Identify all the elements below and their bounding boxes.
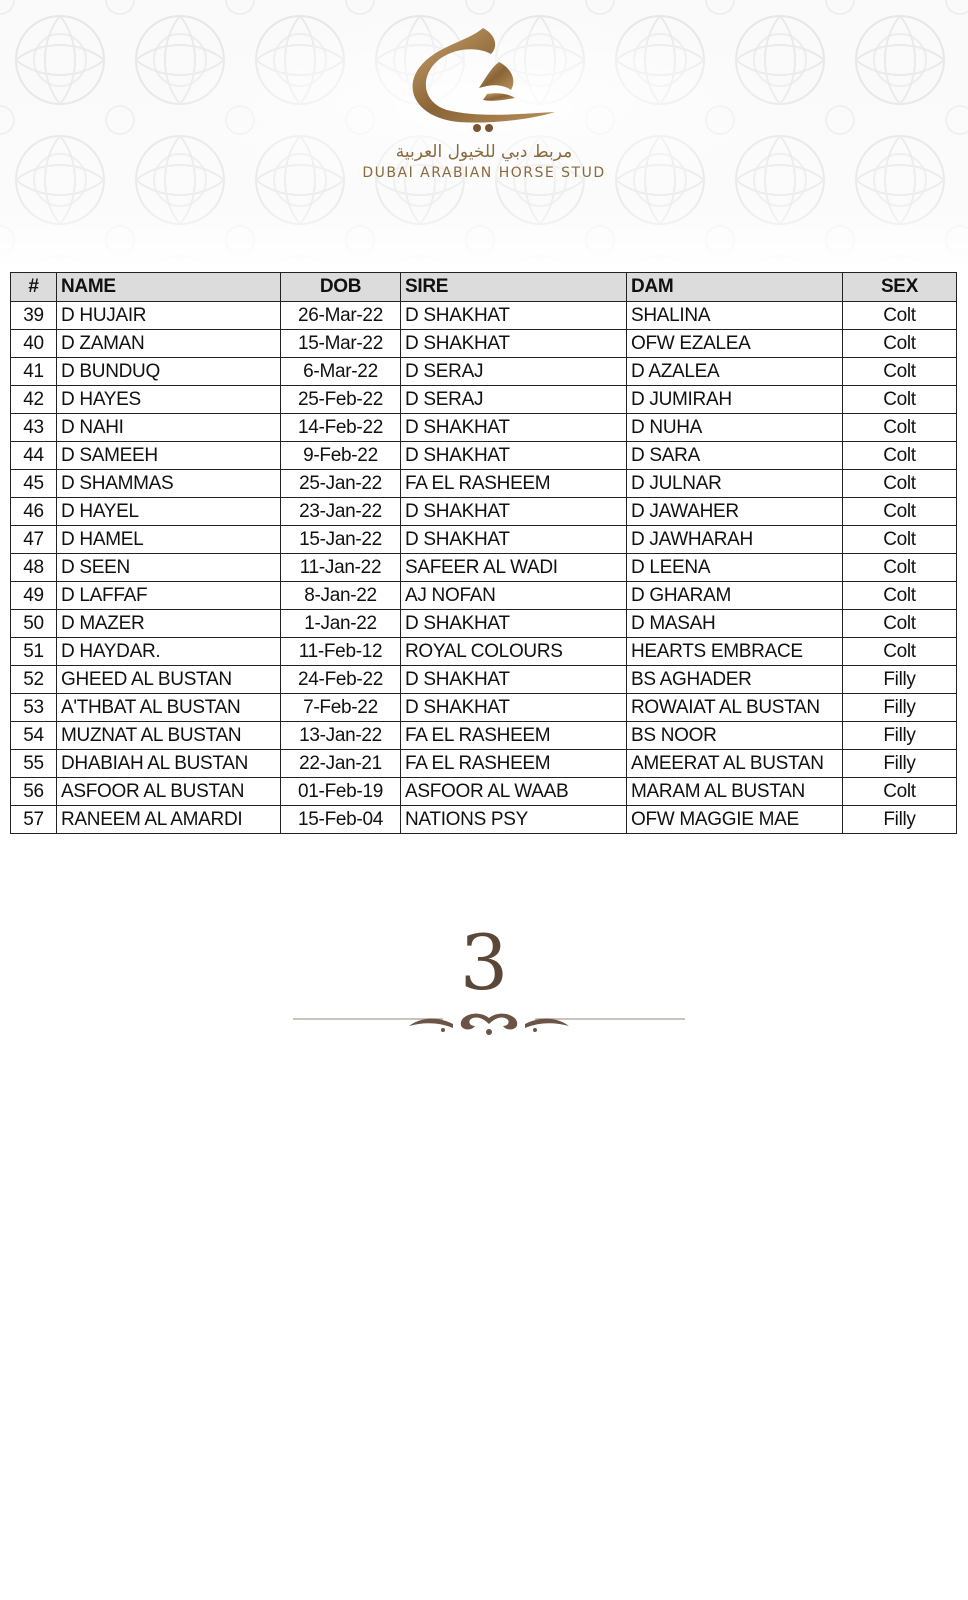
table-body xyxy=(11,302,957,834)
table-row xyxy=(11,722,957,750)
cell-sex: Colt xyxy=(843,470,957,498)
cell-sire-name: ROYAL COLOURS xyxy=(401,638,627,666)
cell-row-number: 51 xyxy=(11,638,57,666)
cell-horse-name: D HAYEL xyxy=(57,498,281,526)
cell-dam-name: SHALINA xyxy=(627,302,843,330)
cell-horse-name: D LAFFAF xyxy=(57,582,281,610)
cell-date-of-birth: 6-Mar-22 xyxy=(281,358,401,386)
cell-row-number: 45 xyxy=(11,470,57,498)
cell-dam-name: D JUMIRAH xyxy=(627,386,843,414)
cell-dam-name: BS NOOR xyxy=(627,722,843,750)
cell-sire-name: D SHAKHAT xyxy=(401,666,627,694)
cell-row-number: 54 xyxy=(11,722,57,750)
cell-sex: Filly xyxy=(843,806,957,834)
cell-sire-name: D SHAKHAT xyxy=(401,694,627,722)
cell-sire-name: D SHAKHAT xyxy=(401,610,627,638)
cell-dam-name: D JAWAHER xyxy=(627,498,843,526)
table-row xyxy=(11,694,957,722)
cell-dam-name: D JAWHARAH xyxy=(627,526,843,554)
cell-sex: Colt xyxy=(843,386,957,414)
cell-sire-name: D SHAKHAT xyxy=(401,442,627,470)
table-row xyxy=(11,778,957,806)
cell-dam-name: D NUHA xyxy=(627,414,843,442)
cell-horse-name: D SEEN xyxy=(57,554,281,582)
cell-date-of-birth: 01-Feb-19 xyxy=(281,778,401,806)
cell-dam-name: D AZALEA xyxy=(627,358,843,386)
column-header-name: NAME xyxy=(57,273,281,302)
cell-date-of-birth: 7-Feb-22 xyxy=(281,694,401,722)
cell-row-number: 40 xyxy=(11,330,57,358)
cell-date-of-birth: 25-Jan-22 xyxy=(281,470,401,498)
cell-dam-name: HEARTS EMBRACE xyxy=(627,638,843,666)
cell-date-of-birth: 15-Jan-22 xyxy=(281,526,401,554)
cell-sex: Colt xyxy=(843,414,957,442)
table-row xyxy=(11,582,957,610)
cell-dam-name: OFW EZALEA xyxy=(627,330,843,358)
cell-dam-name: D SARA xyxy=(627,442,843,470)
cell-dam-name: D MASAH xyxy=(627,610,843,638)
cell-sire-name: FA EL RASHEEM xyxy=(401,750,627,778)
cell-date-of-birth: 9-Feb-22 xyxy=(281,442,401,470)
table-row xyxy=(11,638,957,666)
table-row xyxy=(11,414,957,442)
cell-sire-name: D SHAKHAT xyxy=(401,302,627,330)
cell-sire-name: ASFOOR AL WAAB xyxy=(401,778,627,806)
cell-dam-name: D GHARAM xyxy=(627,582,843,610)
cell-sex: Colt xyxy=(843,778,957,806)
cell-date-of-birth: 24-Feb-22 xyxy=(281,666,401,694)
cell-date-of-birth: 1-Jan-22 xyxy=(281,610,401,638)
horse-calligraphy-icon xyxy=(399,24,569,136)
cell-sex: Colt xyxy=(843,302,957,330)
cell-horse-name: D SAMEEH xyxy=(57,442,281,470)
cell-row-number: 44 xyxy=(11,442,57,470)
cell-row-number: 52 xyxy=(11,666,57,694)
cell-horse-name: A'THBAT AL BUSTAN xyxy=(57,694,281,722)
table-row xyxy=(11,358,957,386)
cell-horse-name: ASFOOR AL BUSTAN xyxy=(57,778,281,806)
table-row xyxy=(11,442,957,470)
cell-sex: Colt xyxy=(843,442,957,470)
cell-horse-name: D NAHI xyxy=(57,414,281,442)
cell-dam-name: OFW MAGGIE MAE xyxy=(627,806,843,834)
cell-row-number: 55 xyxy=(11,750,57,778)
cell-sex: Colt xyxy=(843,526,957,554)
cell-sex: Colt xyxy=(843,554,957,582)
cell-horse-name: MUZNAT AL BUSTAN xyxy=(57,722,281,750)
cell-date-of-birth: 11-Jan-22 xyxy=(281,554,401,582)
cell-sire-name: D SHAKHAT xyxy=(401,414,627,442)
table-row xyxy=(11,470,957,498)
horse-table-container xyxy=(10,272,956,834)
table-row xyxy=(11,610,957,638)
cell-row-number: 57 xyxy=(11,806,57,834)
cell-sex: Colt xyxy=(843,638,957,666)
cell-row-number: 41 xyxy=(11,358,57,386)
cell-dam-name: AMEERAT AL BUSTAN xyxy=(627,750,843,778)
column-header-number: # xyxy=(11,273,57,302)
table-row xyxy=(11,498,957,526)
cell-date-of-birth: 14-Feb-22 xyxy=(281,414,401,442)
brand-logo xyxy=(0,24,968,199)
cell-dam-name: ROWAIAT AL BUSTAN xyxy=(627,694,843,722)
table-row xyxy=(11,554,957,582)
ornamental-divider xyxy=(293,1012,685,1042)
table-row xyxy=(11,302,957,330)
page-number: 3 xyxy=(459,918,509,1007)
cell-date-of-birth: 13-Jan-22 xyxy=(281,722,401,750)
cell-horse-name: D ZAMAN xyxy=(57,330,281,358)
cell-date-of-birth: 22-Jan-21 xyxy=(281,750,401,778)
cell-row-number: 50 xyxy=(11,610,57,638)
cell-row-number: 47 xyxy=(11,526,57,554)
table-row xyxy=(11,666,957,694)
cell-horse-name: D HAYES xyxy=(57,386,281,414)
cell-horse-name: D SHAMMAS xyxy=(57,470,281,498)
column-header-sex: SEX xyxy=(843,273,957,302)
cell-sire-name: D SHAKHAT xyxy=(401,498,627,526)
cell-sex: Colt xyxy=(843,610,957,638)
cell-row-number: 48 xyxy=(11,554,57,582)
cell-date-of-birth: 25-Feb-22 xyxy=(281,386,401,414)
column-header-dam: DAM xyxy=(627,273,843,302)
cell-horse-name: D HAYDAR. xyxy=(57,638,281,666)
cell-sex: Colt xyxy=(843,582,957,610)
cell-row-number: 46 xyxy=(11,498,57,526)
cell-sex: Filly xyxy=(843,666,957,694)
table-header-row xyxy=(11,273,957,302)
cell-horse-name: D MAZER xyxy=(57,610,281,638)
table-row xyxy=(11,526,957,554)
cell-date-of-birth: 26-Mar-22 xyxy=(281,302,401,330)
column-header-sire: SIRE xyxy=(401,273,627,302)
cell-sire-name: FA EL RASHEEM xyxy=(401,470,627,498)
cell-sire-name: FA EL RASHEEM xyxy=(401,722,627,750)
cell-horse-name: GHEED AL BUSTAN xyxy=(57,666,281,694)
cell-sex: Filly xyxy=(843,722,957,750)
cell-sire-name: AJ NOFAN xyxy=(401,582,627,610)
cell-row-number: 56 xyxy=(11,778,57,806)
cell-dam-name: D LEENA xyxy=(627,554,843,582)
cell-row-number: 53 xyxy=(11,694,57,722)
table-row xyxy=(11,330,957,358)
cell-dam-name: MARAM AL BUSTAN xyxy=(627,778,843,806)
cell-sire-name: D SERAJ xyxy=(401,358,627,386)
cell-horse-name: D HUJAIR xyxy=(57,302,281,330)
cell-row-number: 43 xyxy=(11,414,57,442)
cell-sire-name: D SERAJ xyxy=(401,386,627,414)
cell-horse-name: DHABIAH AL BUSTAN xyxy=(57,750,281,778)
cell-dam-name: BS AGHADER xyxy=(627,666,843,694)
cell-date-of-birth: 23-Jan-22 xyxy=(281,498,401,526)
cell-sex: Filly xyxy=(843,750,957,778)
brand-arabic-name: مربط دبي للخيول العربية xyxy=(395,142,573,162)
cell-date-of-birth: 8-Jan-22 xyxy=(281,582,401,610)
table-row xyxy=(11,750,957,778)
cell-horse-name: D BUNDUQ xyxy=(57,358,281,386)
cell-date-of-birth: 15-Feb-04 xyxy=(281,806,401,834)
cell-sire-name: SAFEER AL WADI xyxy=(401,554,627,582)
cell-row-number: 39 xyxy=(11,302,57,330)
cell-row-number: 42 xyxy=(11,386,57,414)
brand-english-name: DUBAI ARABIAN HORSE STUD xyxy=(362,165,606,181)
cell-sire-name: D SHAKHAT xyxy=(401,526,627,554)
table-row xyxy=(11,806,957,834)
cell-date-of-birth: 11-Feb-12 xyxy=(281,638,401,666)
cell-row-number: 49 xyxy=(11,582,57,610)
cell-sex: Colt xyxy=(843,358,957,386)
cell-sex: Filly xyxy=(843,694,957,722)
table-row xyxy=(11,386,957,414)
cell-sire-name: D SHAKHAT xyxy=(401,330,627,358)
cell-sire-name: NATIONS PSY xyxy=(401,806,627,834)
cell-date-of-birth: 15-Mar-22 xyxy=(281,330,401,358)
horse-table xyxy=(10,272,957,834)
cell-dam-name: D JULNAR xyxy=(627,470,843,498)
cell-horse-name: D HAMEL xyxy=(57,526,281,554)
cell-sex: Colt xyxy=(843,330,957,358)
cell-horse-name: RANEEM AL AMARDI xyxy=(57,806,281,834)
column-header-dob: DOB xyxy=(281,273,401,302)
cell-sex: Colt xyxy=(843,498,957,526)
